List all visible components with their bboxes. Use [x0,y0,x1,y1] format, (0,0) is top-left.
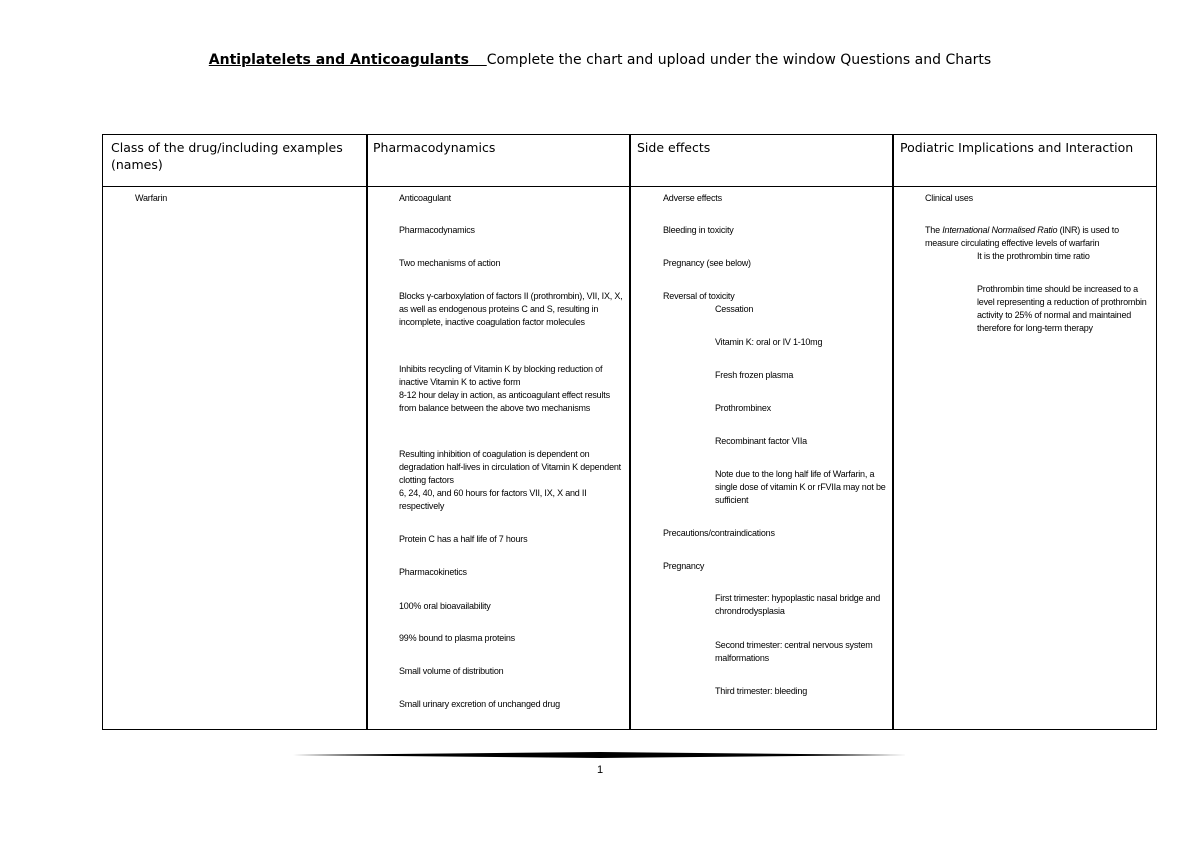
pd-delay-note: 8-12 hour delay in action, as anticoagulant effect results from balance between the above two mechanisms [399,390,610,413]
column-divider [629,135,631,729]
title-instruction: Complete the chart and upload under the window Questions and Charts [486,52,992,68]
header-podiatric-implications: Podiatric Implications and Interaction [900,140,1134,155]
pk-protein-binding: 99% bound to plasma proteins [399,633,515,643]
title-bold: Antiplatelets and Anticoagulants [208,52,469,68]
pd-class: Anticoagulant [399,193,451,203]
pd-mechanism-1: Blocks γ-carboxylation of factors II (prothrombin), VII, IX, X, as well as endogenous proteins C and S, resulting in incomplete, inactive coagulation factor molecules [399,291,623,327]
header-side-effects: Side effects [637,140,711,155]
se-recombinant: Recombinant factor VIIa [715,436,807,446]
se-first-trimester: First trimester: hypoplastic nasal bridge and chrondrodysplasia [715,593,881,616]
se-prothrombinex: Prothrombinex [715,403,771,413]
pk-heading: Pharmacokinetics [399,567,467,577]
header-pharmacodynamics: Pharmacodynamics [373,140,496,155]
drug-chart-table [102,134,1157,730]
se-third-trimester: Third trimester: bleeding [715,686,808,696]
se-precautions-heading: Precautions/contraindications [663,528,775,538]
pk-volume: Small volume of distribution [399,666,504,676]
drug-name: Warfarin [135,193,168,203]
se-vitamin-k: Vitamin K: oral or IV 1-10mg [715,337,823,347]
column-divider [366,135,368,729]
header-class-of-drug: Class of the drug/including examples (names) [111,140,343,172]
pi-inr [925,224,1147,250]
title-underline-gap [469,52,487,68]
se-second-trimester: Second trimester: central nervous system malformations [715,640,873,663]
pi-pt-target: Prothrombin time should be increased to a level representing a reduction of prothrombin activity to 25% of normal and maintained therefore for long-term therapy [977,284,1147,333]
pi-pt-ratio: It is the prothrombin time ratio [977,251,1090,261]
se-bleeding: Bleeding in toxicity [663,225,734,235]
page-number: 1 [596,764,604,776]
document-title [0,52,1200,68]
pd-half-lives: 6, 24, 40, and 60 hours for factors VII, IX, X and II respectively [399,488,587,511]
se-ffp: Fresh frozen plasma [715,370,794,380]
pi-inr-suffix: (INR) is used to measure circulating effective levels of warfarin [925,225,1119,248]
se-pregnancy: Pregnancy (see below) [663,258,751,268]
se-reversal: Reversal of toxicity [663,291,735,301]
se-pregnancy-2: Pregnancy [663,561,705,571]
pi-inr-prefix: The [925,225,943,235]
se-cessation: Cessation [715,304,754,314]
se-adverse-heading: Adverse effects [663,193,722,203]
pk-bioavailability: 100% oral bioavailability [399,601,491,611]
pd-mechanisms-heading: Two mechanisms of action [399,258,501,268]
header-divider [103,186,1156,187]
pd-protein-c: Protein C has a half life of 7 hours [399,534,528,544]
footer-rule [293,752,907,758]
pk-excretion: Small urinary excretion of unchanged drug [399,699,560,709]
column-divider [892,135,894,729]
pi-inr-term: International Normalised Ratio [942,225,1058,235]
se-note: Note due to the long half life of Warfarin, a single dose of vitamin K or rFVIIa may not be sufficient [715,469,886,505]
pd-inhibition-note: Resulting inhibition of coagulation is dependent on degradation half-lives in circulation of Vitamin K dependent clotting factors [399,449,621,485]
pi-clinical-uses-heading: Clinical uses [925,193,973,203]
pd-heading: Pharmacodynamics [399,225,475,235]
pd-mechanism-2: Inhibits recycling of Vitamin K by blocking reduction of inactive Vitamin K to active form [399,364,603,387]
